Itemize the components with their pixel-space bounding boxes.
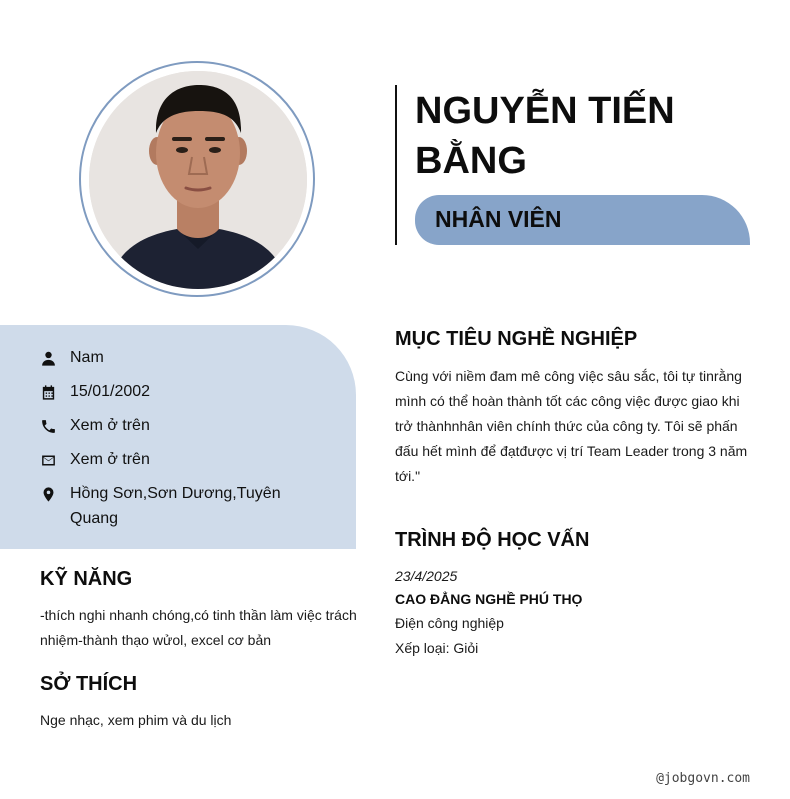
info-gender-text: Nam	[70, 349, 104, 366]
info-email-text: Xem ở trên	[70, 451, 150, 468]
info-phone-text: Xem ở trên	[70, 417, 150, 434]
info-address-text: Hồng Sơn,Sơn Dương,Tuyên Quang	[70, 485, 281, 527]
avatar	[89, 71, 307, 289]
hobbies-heading: SỞ THÍCH	[40, 673, 138, 695]
phone-icon	[40, 415, 64, 437]
candidate-name: NGUYỄN TIẾN BẰNG	[415, 90, 675, 182]
education-heading: TRÌNH ĐỘ HỌC VẤN	[395, 529, 590, 551]
info-email	[40, 449, 300, 472]
info-birthdate	[40, 381, 300, 404]
calendar-icon	[40, 381, 64, 403]
person-icon	[40, 347, 64, 369]
objective-text: Cùng với niềm đam mê công việc sâu sắc, tôi tự tinrằng mình có thể hoàn thành tốt các công việc được giao khi trở thànhnhân viên chính thức của công ty. Tôi sẽ phấn đấu hết mình để đạtđược vị trí Team Leader trong 3 năm tới."	[395, 368, 748, 484]
location-pin-icon	[40, 483, 64, 505]
skills-heading: KỸ NĂNG	[40, 568, 133, 590]
mail-icon	[40, 449, 64, 471]
info-phone	[40, 415, 300, 438]
education-school: CAO ĐẲNG NGHỀ PHÚ THỌ	[395, 591, 583, 607]
info-gender	[40, 347, 300, 370]
position-badge: NHÂN VIÊN	[415, 195, 750, 245]
education-date: 23/4/2025	[395, 568, 458, 584]
skills-text: -thích nghi nhanh chóng,có tinh thần làm việc trách nhiệm-thành thạo wửol, excel cơ bản	[40, 607, 357, 648]
watermark: @jobgovn.com	[656, 771, 750, 786]
education-grade: Xếp loại: Giỏi	[395, 640, 479, 656]
hobbies-text: Nge nhạc, xem phim và du lịch	[40, 712, 232, 728]
education-major: Điện công nghiệp	[395, 615, 504, 631]
name-divider	[395, 85, 397, 245]
info-birthdate-text: 15/01/2002	[70, 383, 151, 400]
info-address	[40, 483, 300, 531]
objective-heading: MỤC TIÊU NGHỀ NGHIỆP	[395, 328, 638, 350]
profile-photo	[89, 71, 307, 289]
